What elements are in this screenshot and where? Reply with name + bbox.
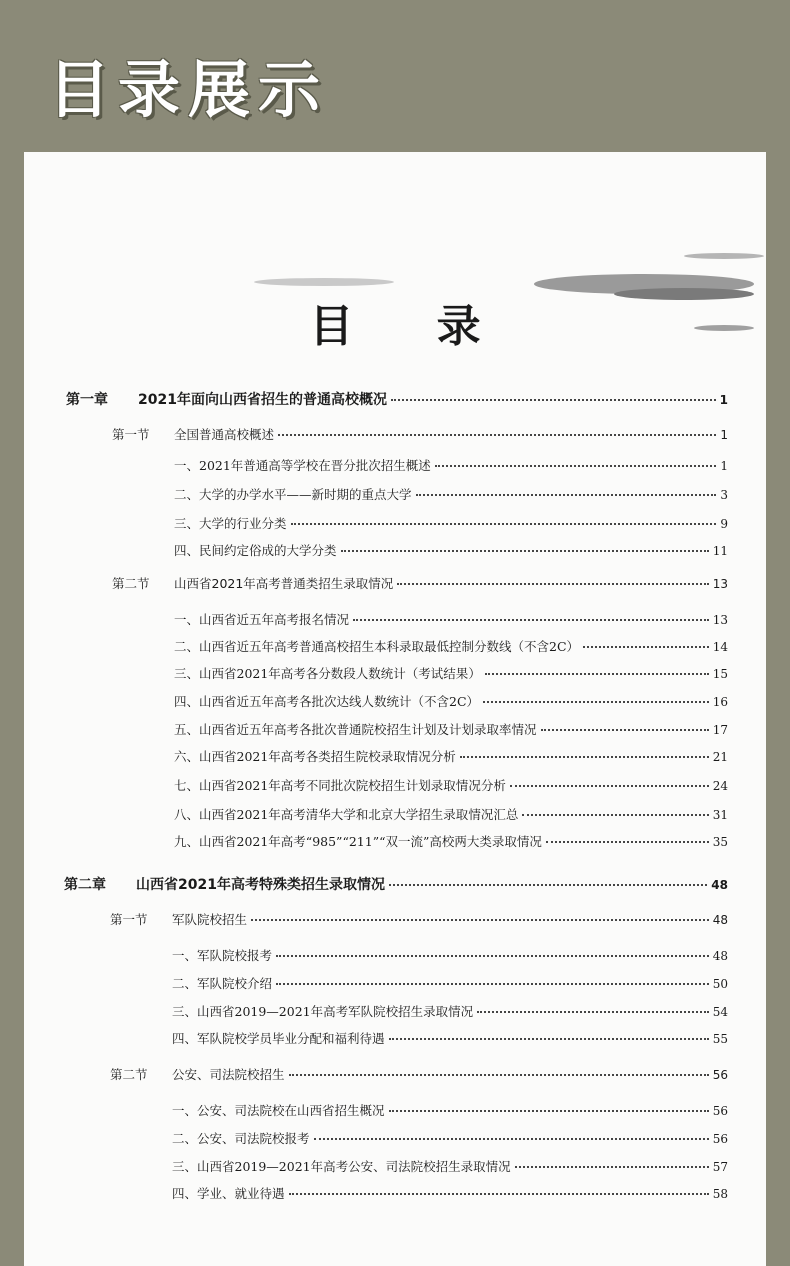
dot-leader (397, 583, 708, 585)
page-number: 54 (712, 1005, 728, 1019)
item-title: 一、2021年普通高等学校在晋分批次招生概述 (174, 458, 431, 473)
dot-leader (389, 1110, 709, 1112)
section-label: 第一节 (112, 427, 150, 442)
item-title: 四、学业、就业待遇 (172, 1186, 285, 1201)
toc-section[interactable] (112, 574, 728, 592)
item-title: 二、公安、司法院校报考 (172, 1131, 310, 1146)
page-number: 3 (720, 488, 728, 502)
section-label: 第二节 (112, 576, 150, 591)
toc-item[interactable] (172, 1101, 728, 1119)
page-number: 57 (712, 1160, 728, 1174)
page-number: 35 (712, 835, 728, 849)
dot-leader (353, 619, 709, 621)
page-number: 55 (712, 1032, 728, 1046)
item-title: 四、军队院校学员毕业分配和福利待遇 (172, 1031, 385, 1046)
item-title: 二、山西省近五年高考普通高校招生本科录取最低控制分数线（不含2C） (174, 639, 580, 654)
dot-leader (289, 1074, 709, 1076)
page-number: 56 (712, 1068, 728, 1082)
toc-item[interactable] (174, 692, 728, 710)
item-title: 一、山西省近五年高考报名情况 (174, 612, 350, 627)
item-title: 一、军队院校报考 (172, 948, 273, 963)
dot-leader (485, 673, 709, 675)
item-title: 七、山西省2021年高考不同批次院校招生计划录取情况分析 (174, 778, 506, 793)
dot-leader (583, 646, 709, 648)
toc-section[interactable] (110, 1065, 728, 1083)
item-title: 三、山西省2019—2021年高考公安、司法院校招生录取情况 (172, 1159, 511, 1174)
dot-leader (251, 919, 709, 921)
dot-leader (510, 785, 709, 787)
page-number: 56 (712, 1104, 728, 1118)
dot-leader (460, 756, 709, 758)
toc-item[interactable] (172, 1184, 728, 1202)
dot-leader (389, 1038, 709, 1040)
page-number: 1 (720, 428, 728, 442)
page-number: 13 (712, 613, 728, 627)
toc-item[interactable] (174, 720, 728, 738)
section-title: 全国普通高校概述 (174, 427, 275, 442)
page-number: 14 (712, 640, 728, 654)
section-label: 第一节 (110, 912, 148, 927)
item-title: 二、军队院校介绍 (172, 976, 273, 991)
toc-item[interactable] (172, 946, 728, 964)
page-number: 9 (720, 517, 728, 531)
toc-section[interactable] (110, 910, 728, 928)
dot-leader (291, 523, 717, 525)
toc-item[interactable] (174, 805, 728, 823)
chapter-label: 第一章 (66, 392, 108, 408)
page-number: 48 (711, 878, 728, 892)
section-title: 公安、司法院校招生 (172, 1067, 285, 1082)
toc-item[interactable] (174, 541, 728, 559)
toc-item[interactable] (174, 776, 728, 794)
page-number: 50 (712, 977, 728, 991)
item-title: 四、民间约定俗成的大学分类 (174, 543, 337, 558)
dot-leader (541, 729, 709, 731)
toc-item[interactable] (174, 747, 728, 765)
toc-item[interactable] (174, 514, 728, 532)
toc-item[interactable] (172, 1129, 728, 1147)
toc-title: 目 录 (309, 301, 515, 352)
chapter-label: 第二章 (64, 877, 106, 893)
toc-item[interactable] (172, 974, 728, 992)
dot-leader (289, 1193, 709, 1195)
toc-page (24, 152, 766, 1266)
toc-item[interactable] (172, 1029, 728, 1047)
dot-leader (314, 1138, 709, 1140)
toc-item[interactable] (174, 485, 728, 503)
item-title: 三、山西省2021年高考各分数段人数统计（考试结果） (174, 666, 481, 681)
toc-chapter-2[interactable] (64, 874, 728, 894)
page-number: 1 (719, 393, 728, 407)
dot-leader (483, 701, 709, 703)
item-title: 一、公安、司法院校在山西省招生概况 (172, 1103, 385, 1118)
dot-leader (477, 1011, 709, 1013)
dot-leader (276, 955, 709, 957)
dot-leader (278, 434, 716, 436)
banner-title: 目录展示 (48, 53, 329, 126)
item-title: 五、山西省近五年高考各批次普通院校招生计划及计划录取率情况 (174, 722, 537, 737)
toc-item[interactable] (172, 1157, 728, 1175)
item-title: 六、山西省2021年高考各类招生院校录取情况分析 (174, 749, 456, 764)
item-title: 三、大学的行业分类 (174, 516, 287, 531)
item-title: 八、山西省2021年高考清华大学和北京大学招生录取情况汇总 (174, 807, 519, 822)
dot-leader (389, 884, 707, 886)
toc-item[interactable] (174, 664, 728, 682)
dot-leader (515, 1166, 709, 1168)
dot-leader (522, 814, 708, 816)
page-number: 58 (712, 1187, 728, 1201)
page-number: 17 (712, 723, 728, 737)
chapter-title: 2021年面向山西省招生的普通高校概况 (138, 392, 387, 408)
item-title: 二、大学的办学水平——新时期的重点大学 (174, 487, 412, 502)
page-number: 11 (712, 544, 728, 558)
dot-leader (391, 399, 716, 401)
item-title: 九、山西省2021年高考“985”“211”“双一流”高校两大类录取情况 (174, 834, 542, 849)
toc-item[interactable] (174, 610, 728, 628)
page-number: 15 (712, 667, 728, 681)
page-number: 21 (712, 750, 728, 764)
page-number: 48 (712, 949, 728, 963)
page-number: 16 (712, 695, 728, 709)
toc-section[interactable] (112, 425, 728, 443)
page-number: 31 (712, 808, 728, 822)
section-label: 第二节 (110, 1067, 148, 1082)
dot-leader (416, 494, 717, 496)
page-number: 13 (712, 577, 728, 591)
page-number: 56 (712, 1132, 728, 1146)
dot-leader (546, 841, 709, 843)
toc-item[interactable] (174, 832, 728, 850)
section-title: 军队院校招生 (172, 912, 248, 927)
dot-leader (276, 983, 709, 985)
dot-leader (341, 550, 709, 552)
page-number: 1 (720, 459, 728, 473)
toc-chapter-1[interactable] (66, 389, 728, 409)
page-number: 24 (712, 779, 728, 793)
chapter-title: 山西省2021年高考特殊类招生录取情况 (136, 877, 385, 893)
toc-item[interactable] (172, 1002, 728, 1020)
toc-item[interactable] (174, 456, 728, 474)
toc-item[interactable] (174, 637, 728, 655)
page-number: 48 (712, 913, 728, 927)
item-title: 四、山西省近五年高考各批次达线人数统计（不含2C） (174, 694, 480, 709)
dot-leader (435, 465, 717, 467)
item-title: 三、山西省2019—2021年高考军队院校招生录取情况 (172, 1004, 474, 1019)
section-title: 山西省2021年高考普通类招生录取情况 (174, 576, 394, 591)
